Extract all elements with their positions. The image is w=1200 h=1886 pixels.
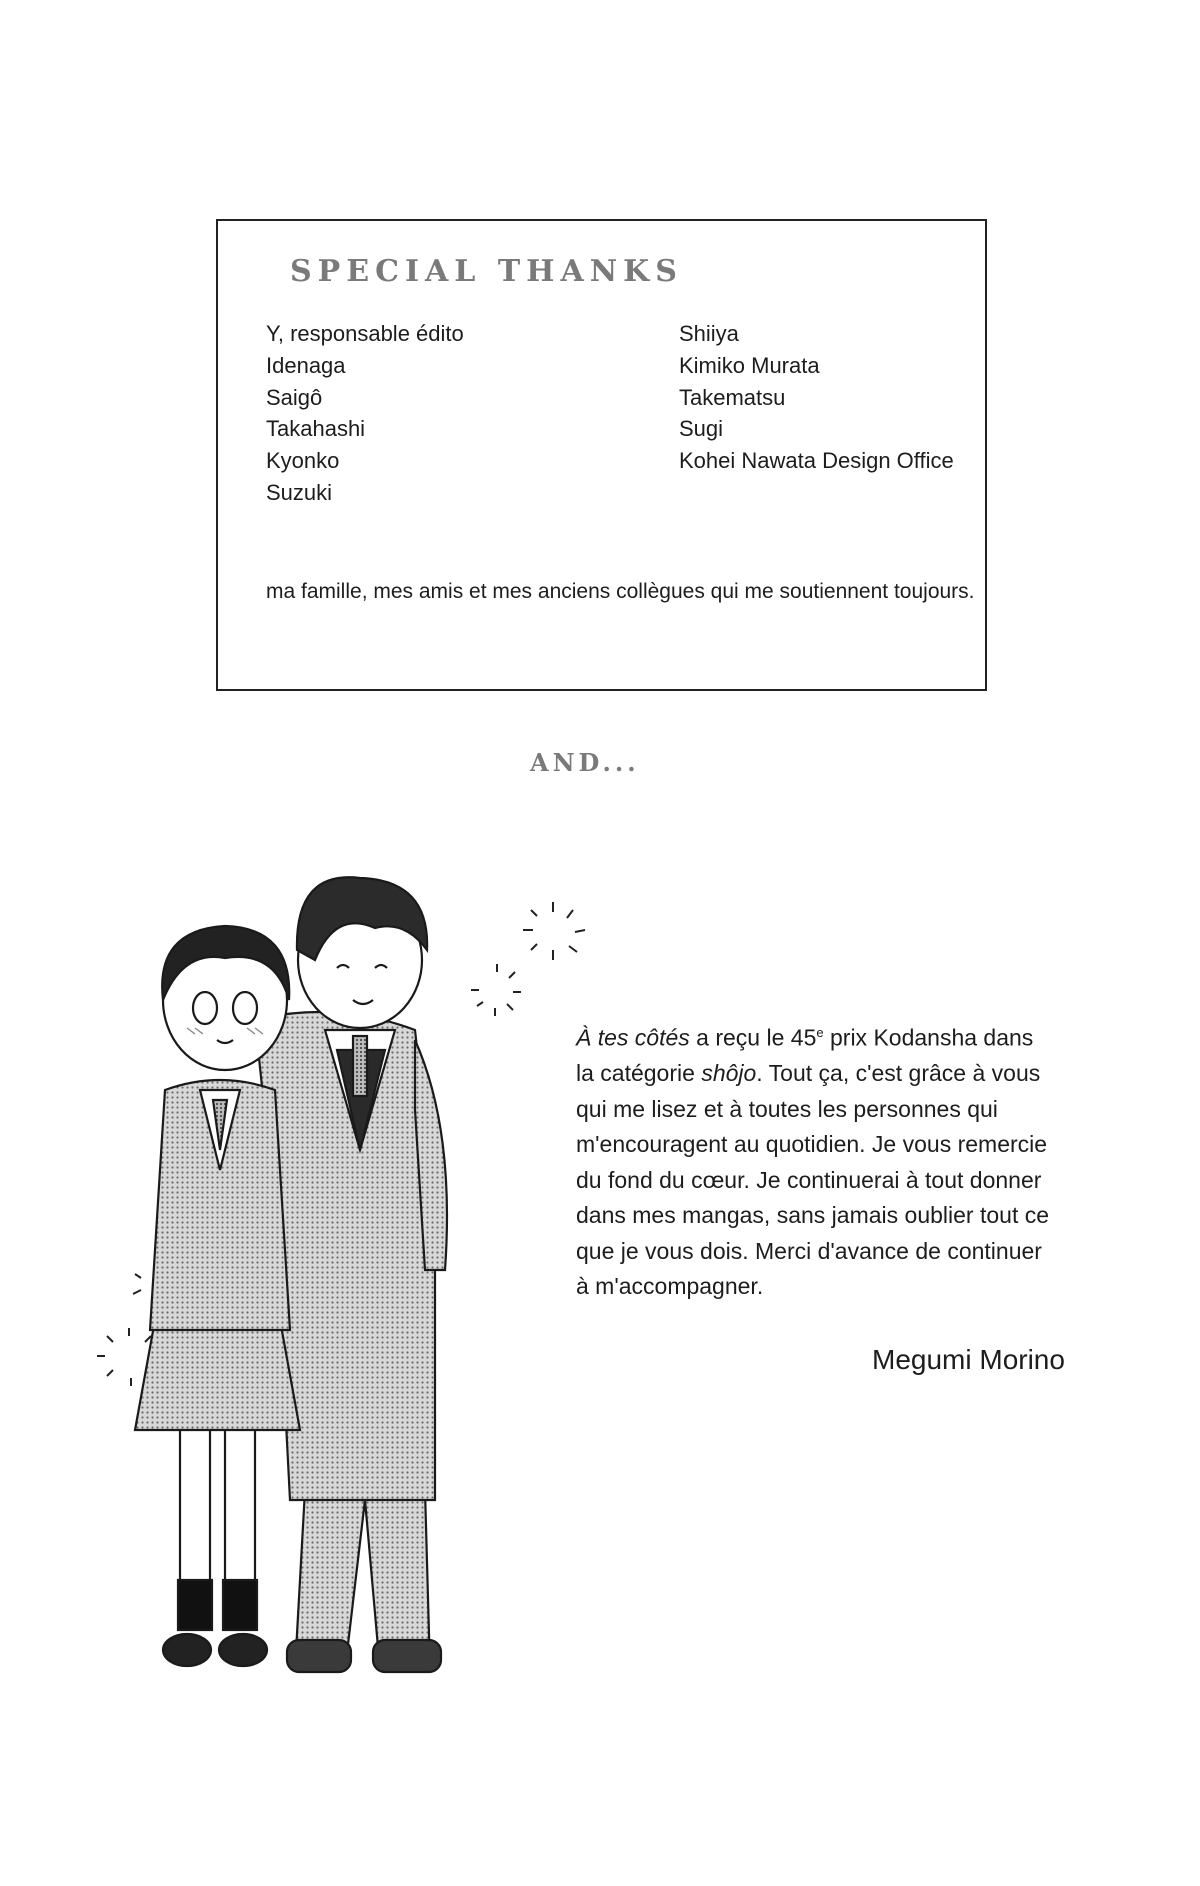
message-text: a reçu le 45 bbox=[689, 1024, 817, 1051]
thanks-closing-line: ma famille, mes amis et mes anciens collègues qui me soutiennent toujours. bbox=[266, 580, 975, 603]
thanks-name: Sugi bbox=[679, 416, 724, 442]
author-signature: Megumi Morino bbox=[872, 1344, 1065, 1375]
and-heading: AND... bbox=[530, 748, 640, 777]
message-text: prix Kodansha dans la catégorie bbox=[576, 1024, 1034, 1087]
thanks-list-right bbox=[679, 318, 954, 477]
special-thanks-heading: SPECIAL THANKS bbox=[290, 254, 683, 289]
sparkle-icon bbox=[523, 902, 585, 960]
thanks-name: Takematsu bbox=[679, 384, 786, 410]
girl-figure bbox=[135, 926, 300, 1666]
message-text: . Tout ça, c'est grâce à vous qui me lisez et à toutes les personnes qui m'encouragent au quotidien. Je vous remercie du fond du cœur. Je continuerai à tout donner dans mes mangas, sans jamais oublier tout ce que je vous dois. Merci d'avance de continuer à m'accompagner. bbox=[576, 1060, 1050, 1300]
thanks-name: Kohei Nawata Design Office bbox=[679, 448, 954, 474]
sparkle-icon bbox=[471, 964, 521, 1016]
thanks-name: Kyonko bbox=[266, 448, 340, 474]
author-message bbox=[576, 1015, 1056, 1305]
thanks-name: Y, responsable édito bbox=[266, 321, 464, 346]
category-name: shôjo bbox=[701, 1060, 757, 1087]
couple-illustration bbox=[75, 850, 635, 1710]
thanks-name: Takahashi bbox=[266, 416, 366, 442]
thanks-list-left bbox=[266, 318, 464, 509]
thanks-name: Kimiko Murata bbox=[679, 352, 820, 378]
thanks-name: Shiiya bbox=[679, 321, 739, 346]
thanks-name: Saigô bbox=[266, 384, 323, 410]
manga-title: À tes côtés bbox=[576, 1024, 690, 1051]
ordinal-suffix: e bbox=[816, 1025, 824, 1040]
thanks-name: Idenaga bbox=[266, 352, 346, 378]
thanks-name: Suzuki bbox=[266, 479, 333, 505]
